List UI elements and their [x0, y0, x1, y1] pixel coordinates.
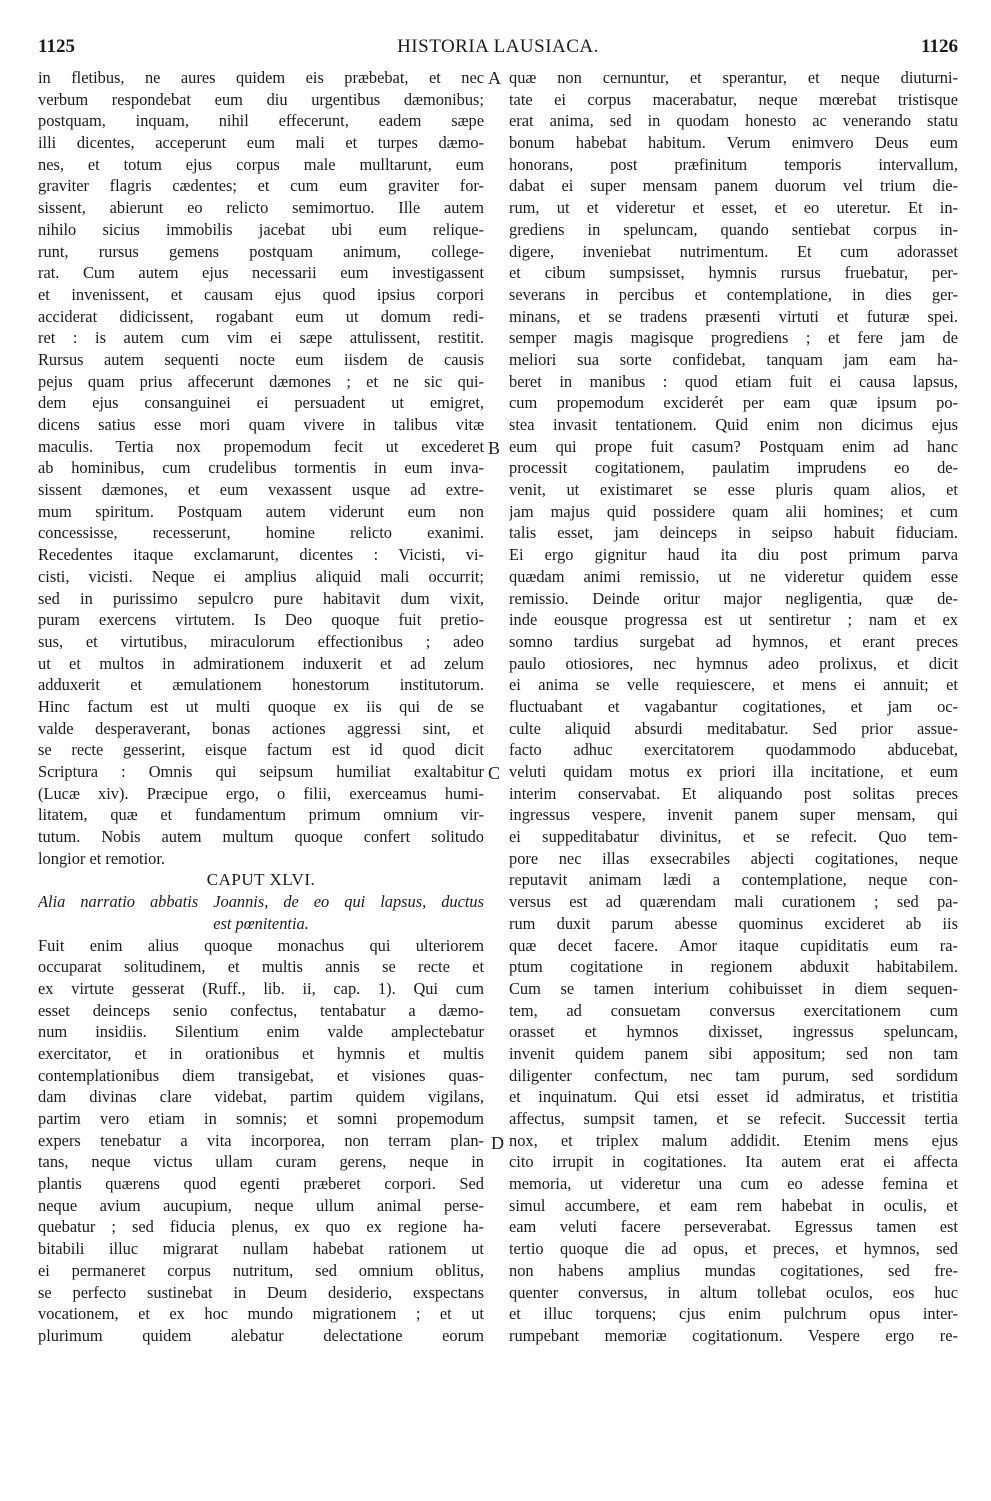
text-line: grediens in speluncam, quando sentiebat corpus in-: [509, 219, 958, 239]
text-line: culte aliquid absurdi meditabatur. Sed prior assue-: [509, 718, 958, 738]
section-marker-d: D: [491, 1133, 504, 1153]
text-line: puram exercens virtutem. Is Deo quoque fuit pretio-: [38, 610, 484, 630]
text-line: tutum. Nobis autem multum quoque confert solitudo: [38, 827, 484, 847]
text-line: neque avium aucupium, neque ullum animal perse-: [38, 1195, 484, 1215]
text-line: plurimum quidem alebatur delectatione eorum: [38, 1325, 484, 1345]
text-line: illi dicentes, acceperunt eum mali et turpes dæmo-: [38, 133, 484, 153]
section-marker-a: A: [488, 68, 501, 88]
text-line: facto adhuc exercitatorem quodammodo abducebat,: [509, 740, 958, 760]
text-line: ex virtute gesserat (Ruff., lib. ii, cap. 1). Qui cum: [38, 978, 484, 998]
text-line: occuparat solitudinem, et multis annis se recte et: [38, 957, 484, 977]
text-line: bitabili illuc migrarat nullam habebat rationem ut: [38, 1239, 484, 1259]
text-line: Fuit enim alius quoque monachus qui ulteriorem: [38, 935, 484, 955]
text-line: fluctuabant et vagabantur cogitationes, et jam oc-: [509, 696, 958, 716]
page-number-left: 1125: [38, 36, 75, 57]
text-line: tem, ad consuetam conversus exercitationem cum: [509, 1000, 958, 1020]
text-line: ei suppeditabatur divinitus, et se refecit. Quo tem-: [509, 827, 958, 847]
text-line: sissent, abierunt eo relicto semimortuo. Ille autem: [38, 198, 484, 218]
text-line: sissent dæmones, et eum vexassent usque ad extre-: [38, 480, 484, 500]
text-line: verbum respondebat eum diu urgentibus dæmonibus;: [38, 89, 484, 109]
text-line: contemplationibus diem transigebat, et visiones quas-: [38, 1065, 484, 1085]
text-line: affectus, sumpsit tamen, et se refecit. Successit tertia: [509, 1109, 958, 1128]
text-line: longior et remotior.: [38, 848, 166, 868]
text-line: vocationem, et ex hoc mundo migrationem ; et ut: [38, 1304, 484, 1324]
text-line: in fletibus, ne aures quidem eis præbebat, et nec: [38, 68, 484, 87]
text-line: pejus quam prius affecerunt dæmones ; et ne sic qui-: [38, 371, 484, 391]
text-line: eum qui prope fuit casum? Postquam enim ad hanc: [509, 436, 958, 456]
text-line: Cum se tamen interium cohibuisset in diem sequen-: [509, 978, 958, 998]
text-line: et inquinatum. Qui etsi esset id admiratus, et tristitia: [509, 1087, 958, 1107]
text-line: acciderat didicissent, rogabant eum ut domum redi-: [38, 306, 484, 326]
text-line: non habens amplius mundas cogitationes, sed fre-: [509, 1260, 958, 1280]
text-line: paulo otiosiores, nec hymnus adeo prolixus, et dicit: [509, 653, 958, 673]
text-line: sus, et virtutibus, miraculorum effectionibus ; adeo: [38, 631, 484, 651]
text-line: versus est ad quærendam mali curationem ; sed pa-: [509, 892, 958, 912]
running-header: [38, 36, 958, 62]
text-line: se recte gesserint, eisque factum est id quod dicit: [38, 740, 484, 760]
running-title: HISTORIA LAUSIACA.: [397, 36, 599, 57]
page-number-right: 1126: [921, 36, 958, 57]
text-line: graviter flagris cædentes; et cum eum graviter for-: [38, 176, 484, 196]
text-line: tertio quoque die ad opus, et preces, et hymnos, sed: [509, 1239, 958, 1259]
text-line: rat. Cum autem ejus necessarii eum investigassent: [38, 263, 484, 283]
text-line: sed in purissimo sepulcro pure habitavit dum vixit,: [38, 588, 484, 608]
section-marker-b: B: [488, 438, 501, 458]
section-marker-c: C: [488, 763, 501, 783]
text-line: nes, et totum ejus corpus male mulltarunt, eum: [38, 154, 484, 174]
text-line: ei permaneret corpus nutritum, sed omnium oblitus,: [38, 1260, 484, 1280]
text-line: dabat ei super mensam panem duorum vel trium die-: [509, 176, 958, 196]
text-line: simul accumbere, et eam rem habebat in oculis, et: [509, 1195, 958, 1215]
text-line: Hinc factum est ut multi quoque ex iis qui de se: [38, 696, 484, 716]
text-line: jam majus quid possidere quam alii homines; et cum: [509, 501, 958, 521]
text-line: plantis quærens quod egenti præberet corpori. Sed: [38, 1174, 484, 1194]
text-line: diligenter confectum, nec tam purum, sed sordidum: [509, 1065, 958, 1085]
text-line: inde eousque progressa est ut sentiretur ; nam et ex: [509, 610, 958, 630]
text-line: invenit quidem panem sibi appositum; sed non tam: [509, 1043, 958, 1063]
text-line: Alia narratio abbatis Joannis, de eo qui lapsus, ductus: [38, 892, 484, 912]
text-line: quenter conversus, in altum tollebat oculos, eos huc: [509, 1282, 958, 1302]
text-line: CAPUT XLVI.: [206, 870, 316, 890]
text-line: tate ei corpus macerabatur, neque mœrebat tristisque: [509, 89, 958, 109]
text-line: est pœnitentia.: [213, 913, 309, 933]
text-line: et cibum sumpsisset, hymnis rursus fruebatur, per-: [509, 263, 958, 283]
left-column: [38, 67, 484, 1347]
text-line: Rursus autem sequenti nocte eum iisdem de causis: [38, 349, 484, 369]
text-line: dicens satius esse mori quam vivere in talibus vitæ: [38, 415, 484, 434]
text-line: et invenissent, et causam ejus quod ipsius corpori: [38, 284, 484, 304]
text-line: reputavit animam lædi a contemplatione, neque con-: [509, 870, 958, 890]
text-line: cito irrupit in cogitationes. Ita autem erat ei affecta: [509, 1152, 958, 1172]
text-line: ingressus vespere, invenit panem super mensam, qui: [509, 805, 958, 825]
text-line: adduxerit et æmulationem honestorum institutorum.: [38, 675, 484, 695]
text-line: somno tardius surgebat ad hymnos, et erant preces: [509, 631, 958, 651]
text-line: severans in percibus et contemplatione, in dies ger-: [509, 284, 958, 304]
text-line: esset deinceps senio confectus, tentabatur a dæmo-: [38, 1000, 484, 1020]
text-line: processit cogitationem, paulatim imprudens eo de-: [509, 458, 958, 478]
text-line: postquam, inquam, nihil effecerunt, eadem sæpe: [38, 111, 484, 131]
text-line: honorans, post præfinitum temporis intervallum,: [509, 154, 958, 174]
text-line: num insidiis. Silentium enim valde amplectebatur: [38, 1022, 484, 1042]
text-line: erat anima, sed in quodam honesto ac venerando statu: [509, 111, 958, 131]
text-line: digere, inveniebat nutrimentum. Et cum adorasset: [509, 241, 958, 261]
text-line: interim conservabat. Et aliquando post solitas preces: [509, 783, 958, 803]
text-line: quæ non cernuntur, et sperantur, et neque diuturni-: [509, 68, 958, 87]
text-line: dem ejus consanguinei ei persuadent ut emigret,: [38, 393, 484, 413]
text-line: stea invasit tentationem. Quid enim non dicimus ejus: [509, 415, 958, 434]
text-line: remissio. Deinde oritur major negligentia, quæ de-: [509, 588, 958, 608]
text-line: bonum habebat habitum. Verum enimvero Deus eum: [509, 133, 958, 153]
text-line: valde desperaverant, bonas actiones aggressi sint, et: [38, 718, 484, 738]
text-line: ab hominibus, cum crudelibus tormentis in eum inva-: [38, 458, 484, 478]
text-line: rum, ut et videretur et esset, et eo uteretur. Et in-: [509, 198, 958, 218]
text-line: ei anima se velle requiescere, et mens ei annuit; et: [509, 675, 958, 695]
text-line: quebatur ; sed fiducia plenus, ex quo ex regione ha-: [38, 1217, 484, 1237]
text-line: concessisse, recesserunt, homine relicto exanimi.: [38, 523, 484, 543]
text-line: minans, et se tradens præsenti virtuti et futuræ spei.: [509, 306, 958, 326]
text-line: (Lucæ xiv). Præcipue ergo, o filii, exerceamus humi-: [38, 783, 484, 803]
text-line: ut et multos in admirationem induxerit et ad zelum: [38, 653, 484, 673]
text-line: quæ decet facere. Amor itaque cupiditatis eum ra-: [509, 935, 958, 955]
text-line: rumpebant memoriæ cogitationum. Vespere ergo re-: [509, 1325, 958, 1345]
text-line: runt, rursus gemens postquam animum, collegе-: [38, 241, 484, 261]
text-line: cum propemodum exciderét per eam quæ ipsum po-: [509, 393, 958, 413]
text-line: semper magis magisque progrediens ; et fere jam de: [509, 328, 958, 348]
text-line: orasset et hymnos dixisset, ingressus speluncam,: [509, 1022, 958, 1042]
text-line: veluti quidam motus ex priori illa incitatione, et eum: [509, 762, 958, 781]
text-line: ret : is autem cum vim ei sæpe attulissent, restitit.: [38, 328, 484, 348]
text-line: rum duxit parum abesse quominus excideret ab iis: [509, 913, 958, 933]
text-line: dam divinas clare videbat, partim quidem vigilans,: [38, 1087, 484, 1107]
text-line: mum spiritum. Postquam autem viderunt eum non: [38, 501, 484, 521]
text-line: Ei ergo gignitur haud ita diu post primum parva: [509, 545, 958, 565]
text-line: pore nec illas exsecrabiles abjecti cogitationes, neque: [509, 848, 958, 868]
text-line: tans, neque victus ullam curam gerens, neque in: [38, 1152, 484, 1172]
text-line: exercitator, et in orationibus et hymnis et multis: [38, 1043, 484, 1063]
text-line: et illuc torquens; cjus enim pulchrum opus inter-: [509, 1304, 958, 1324]
text-line: quædam animi remissio, ut ne videretur quidem esse: [509, 566, 958, 586]
text-line: expers tenebatur a vita incorporea, non terram plan-: [38, 1130, 484, 1150]
text-line: litatem, quæ et fundamentum primum omnium vir-: [38, 805, 484, 825]
text-line: memoria, ut videretur una cum eo adesse femina et: [509, 1174, 958, 1194]
text-line: nox, et triplex malum addidit. Etenim mens ejus: [509, 1130, 958, 1150]
right-column: [509, 67, 958, 1347]
text-line: beret in manibus : quod etiam fuit ei causa lapsus,: [509, 371, 958, 391]
text-line: eam veluti facere perseverabat. Egressus tamen est: [509, 1217, 958, 1237]
text-line: meliori sua sorte confidebat, tanquam jam eam ha-: [509, 349, 958, 369]
text-line: cisti, vicisti. Neque ei amplius aliquid mali occurrit;: [38, 566, 484, 586]
text-line: partim vero etiam in somnis; et somni propemodum: [38, 1109, 484, 1128]
text-line: nihilo sicius immobilis jacebat ubi eum reliquе-: [38, 219, 484, 239]
text-line: venit, ut existimaret se esse pluris quam alios, et: [509, 480, 958, 500]
text-line: ptum cogitatione in regionem abduxit habitabilem.: [509, 957, 958, 977]
text-line: talis esset, jam deinceps in seipso habuit fiduciam.: [509, 523, 958, 543]
text-line: maculis. Tertia nox propemodum fecit ut excederet: [38, 436, 484, 456]
text-line: Scriptura : Omnis qui seipsum humiliat exaltabitur: [38, 762, 484, 781]
text-line: Recedentes itaque exclamarunt, dicentes : Vicisti, vi-: [38, 545, 484, 565]
text-line: se perfecto sustinebat in Deum desiderio, exspectans: [38, 1282, 484, 1302]
